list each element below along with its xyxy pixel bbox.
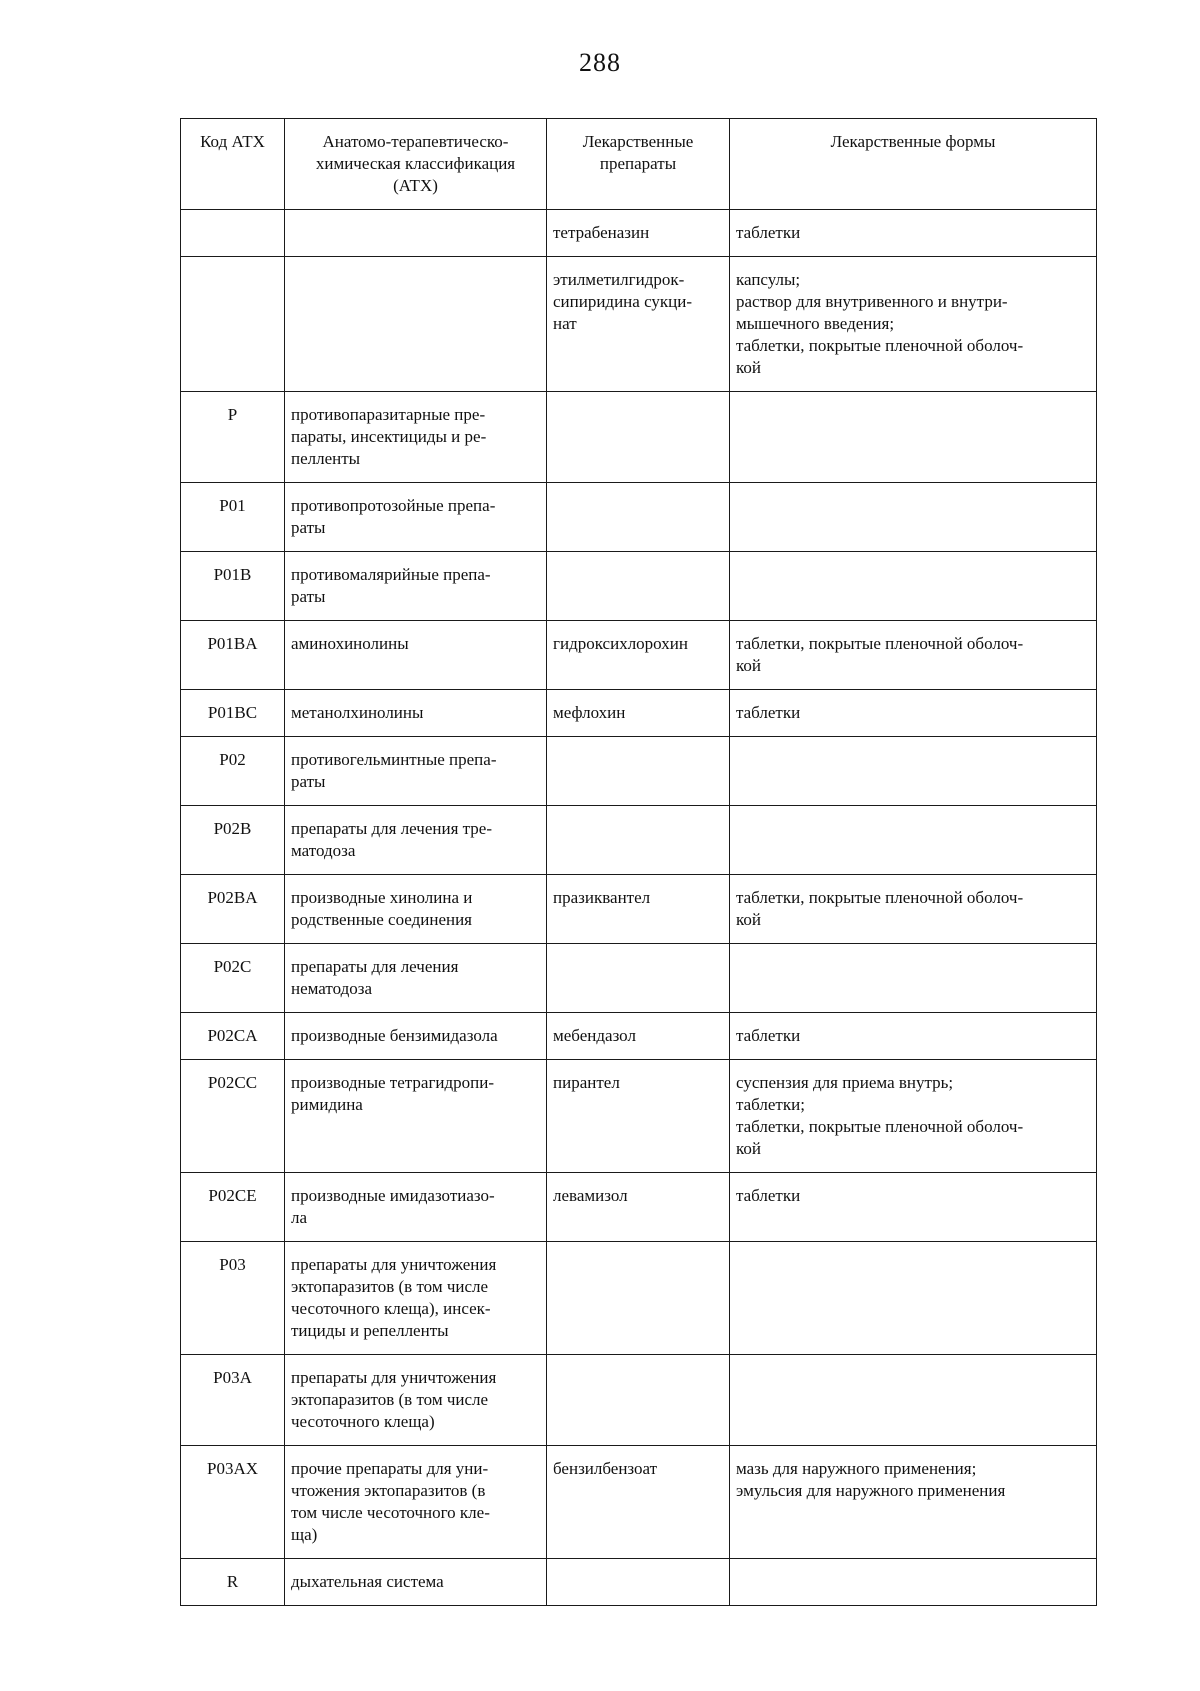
cell-dosage-forms [730,737,1097,806]
cell-drug: этилметилгидрок- сипиридина сукци- нат [547,257,730,392]
header-drugs: Лекарственные препараты [547,119,730,210]
cell-dosage-forms: таблетки [730,1173,1097,1242]
table-row [181,552,1097,621]
cell-atx-classification: производные тетрагидропи- римидина [285,1060,547,1173]
cell-drug [547,552,730,621]
table-row [181,1355,1097,1446]
cell-dosage-forms [730,806,1097,875]
cell-atx-code: P03A [181,1355,285,1446]
cell-drug: пирантел [547,1060,730,1173]
cell-dosage-forms: таблетки, покрытые пленочной оболоч- кой [730,875,1097,944]
cell-drug [547,1355,730,1446]
table-row [181,392,1097,483]
cell-atx-classification: метанолхинолины [285,690,547,737]
cell-drug [547,944,730,1013]
table-row [181,621,1097,690]
cell-drug: тетрабеназин [547,210,730,257]
cell-atx-code: P01BA [181,621,285,690]
cell-atx-code: P01 [181,483,285,552]
table-row [181,483,1097,552]
table-row [181,1559,1097,1606]
cell-drug: бензилбензоат [547,1446,730,1559]
cell-atx-classification: производные бензимидазола [285,1013,547,1060]
cell-drug [547,483,730,552]
cell-drug [547,737,730,806]
cell-dosage-forms [730,392,1097,483]
cell-atx-code: P [181,392,285,483]
cell-dosage-forms: таблетки [730,210,1097,257]
table-row [181,737,1097,806]
cell-atx-code: P01BC [181,690,285,737]
cell-dosage-forms: таблетки, покрытые пленочной оболоч- кой [730,621,1097,690]
cell-dosage-forms [730,1559,1097,1606]
table-row [181,806,1097,875]
table-row [181,1242,1097,1355]
cell-atx-code: P03 [181,1242,285,1355]
cell-atx-classification: противогельминтные препа- раты [285,737,547,806]
cell-atx-classification: аминохинолины [285,621,547,690]
cell-atx-code: P02CC [181,1060,285,1173]
cell-atx-classification: противомалярийные препа- раты [285,552,547,621]
cell-drug: мебендазол [547,1013,730,1060]
cell-dosage-forms: таблетки [730,1013,1097,1060]
cell-atx-classification: препараты для лечения нематодоза [285,944,547,1013]
cell-atx-code: P02BA [181,875,285,944]
cell-atx-code: P01B [181,552,285,621]
header-dosage-forms: Лекарственные формы [730,119,1097,210]
cell-dosage-forms: мазь для наружного применения; эмульсия для наружного применения [730,1446,1097,1559]
cell-atx-code: P02C [181,944,285,1013]
table-row [181,210,1097,257]
header-atx-code: Код АТХ [181,119,285,210]
cell-atx-code: P02B [181,806,285,875]
cell-drug: празиквантел [547,875,730,944]
cell-atx-classification: противопаразитарные пре- параты, инсектициды и ре- пелленты [285,392,547,483]
cell-atx-code [181,210,285,257]
cell-dosage-forms: капсулы; раствор для внутривенного и внутри- мышечного введения; таблетки, покрытые пленочной оболоч- кой [730,257,1097,392]
cell-atx-classification: производные хинолина и родственные соединения [285,875,547,944]
header-atx-classification: Анатомо-терапевтическо- химическая классификация (АТХ) [285,119,547,210]
cell-drug: гидроксихлорохин [547,621,730,690]
cell-atx-code: P02CE [181,1173,285,1242]
cell-dosage-forms: суспензия для приема внутрь; таблетки; таблетки, покрытые пленочной оболоч- кой [730,1060,1097,1173]
cell-dosage-forms [730,1242,1097,1355]
cell-drug [547,392,730,483]
table-body [181,210,1097,1606]
cell-atx-classification [285,257,547,392]
cell-atx-classification: противопротозойные препа- раты [285,483,547,552]
cell-atx-classification: препараты для уничтожения эктопаразитов (в том числе чесоточного клеща), инсек- тициды и репелленты [285,1242,547,1355]
cell-atx-classification: производные имидазотиазо- ла [285,1173,547,1242]
table-row [181,944,1097,1013]
table-row [181,1013,1097,1060]
cell-dosage-forms [730,1355,1097,1446]
cell-drug [547,806,730,875]
table-row [181,690,1097,737]
cell-atx-classification [285,210,547,257]
cell-dosage-forms: таблетки [730,690,1097,737]
atx-table [180,118,1097,1606]
cell-dosage-forms [730,483,1097,552]
table-header-row [181,119,1097,210]
table-row [181,257,1097,392]
cell-drug: мефлохин [547,690,730,737]
cell-atx-code: P02CA [181,1013,285,1060]
table-row [181,1446,1097,1559]
cell-atx-classification: препараты для уничтожения эктопаразитов (в том числе чесоточного клеща) [285,1355,547,1446]
page-number: 288 [579,48,621,77]
cell-dosage-forms [730,944,1097,1013]
cell-drug [547,1559,730,1606]
cell-atx-classification: дыхательная система [285,1559,547,1606]
cell-drug: левамизол [547,1173,730,1242]
table-row [181,1173,1097,1242]
cell-atx-classification: прочие препараты для уни- чтожения эктопаразитов (в том числе чесоточного кле- ща) [285,1446,547,1559]
cell-dosage-forms [730,552,1097,621]
table-row [181,875,1097,944]
cell-atx-code: P03AX [181,1446,285,1559]
cell-atx-code: R [181,1559,285,1606]
table-row [181,1060,1097,1173]
cell-atx-code: P02 [181,737,285,806]
cell-atx-classification: препараты для лечения тре- матодоза [285,806,547,875]
cell-drug [547,1242,730,1355]
cell-atx-code [181,257,285,392]
